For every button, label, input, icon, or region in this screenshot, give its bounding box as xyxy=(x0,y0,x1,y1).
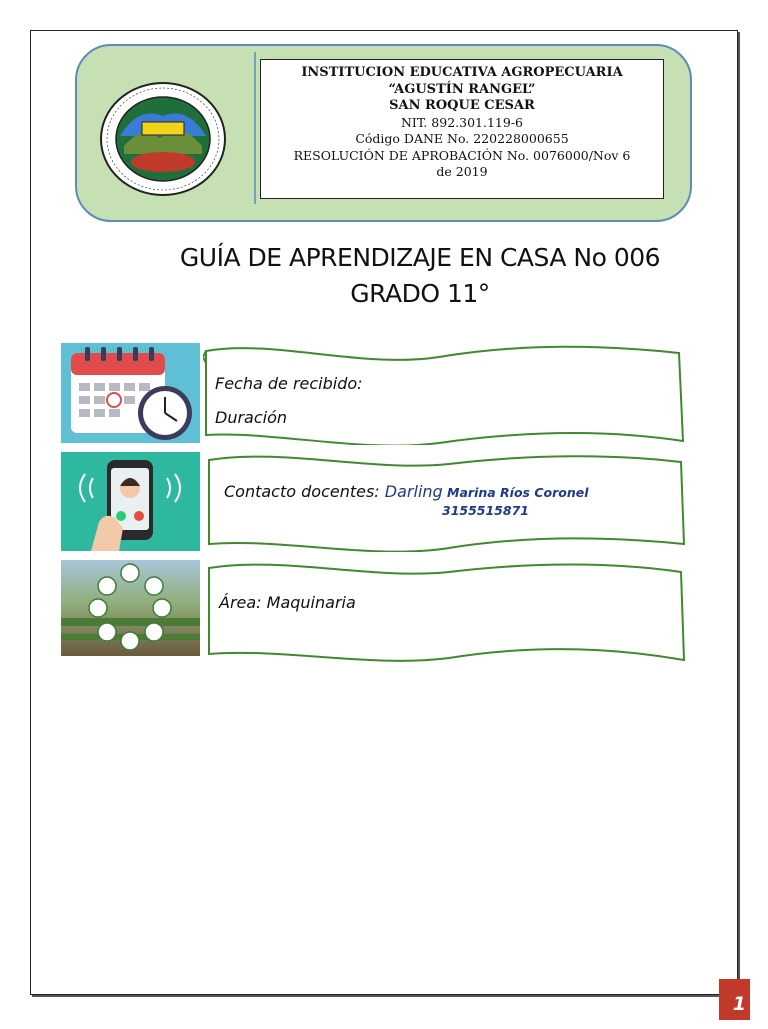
institution-name: INSTITUCION EDUCATIVA AGROPECUARIA xyxy=(301,65,623,80)
teacher-first-name: Darling xyxy=(384,482,443,501)
info-banner-contact xyxy=(203,452,687,552)
dane-code: Código DANE No. 220228000655 xyxy=(355,131,569,146)
duration-label: Duración xyxy=(215,408,288,427)
school-name: “AGUSTÍN RANGEL” xyxy=(388,81,536,97)
calendar-clock-icon xyxy=(61,343,200,443)
info-banner-dates xyxy=(203,345,687,445)
phone-call-icon xyxy=(61,452,200,551)
resolution-line-2: de 2019 xyxy=(436,164,488,179)
page-number: 1 xyxy=(719,979,750,1020)
teacher-surnames: Marina Ríos Coronel xyxy=(442,485,589,500)
guide-title: GUÍA DE APRENDIZAJE EN CASA No 006 xyxy=(179,243,661,272)
area-label: Área: Maquinaria xyxy=(219,593,356,612)
received-date-label: Fecha de recibido: xyxy=(215,374,363,393)
header-divider xyxy=(254,52,256,204)
school-seal-icon xyxy=(98,80,228,198)
teacher-phone: 3155515871 xyxy=(442,503,529,518)
institution-info xyxy=(260,59,664,199)
school-location: SAN ROQUE CESAR xyxy=(389,98,535,113)
contact-label xyxy=(224,482,589,501)
grade-title: GRADO 11° xyxy=(350,279,490,308)
nit-number: NIT. 892.301.119-6 xyxy=(400,114,524,130)
resolution-line-1: RESOLUCIÓN DE APROBACIÓN No. 0076000/Nov 6 xyxy=(293,147,631,163)
contact-label-text: Contacto docentes: xyxy=(224,482,380,501)
agriculture-icon xyxy=(61,560,200,656)
